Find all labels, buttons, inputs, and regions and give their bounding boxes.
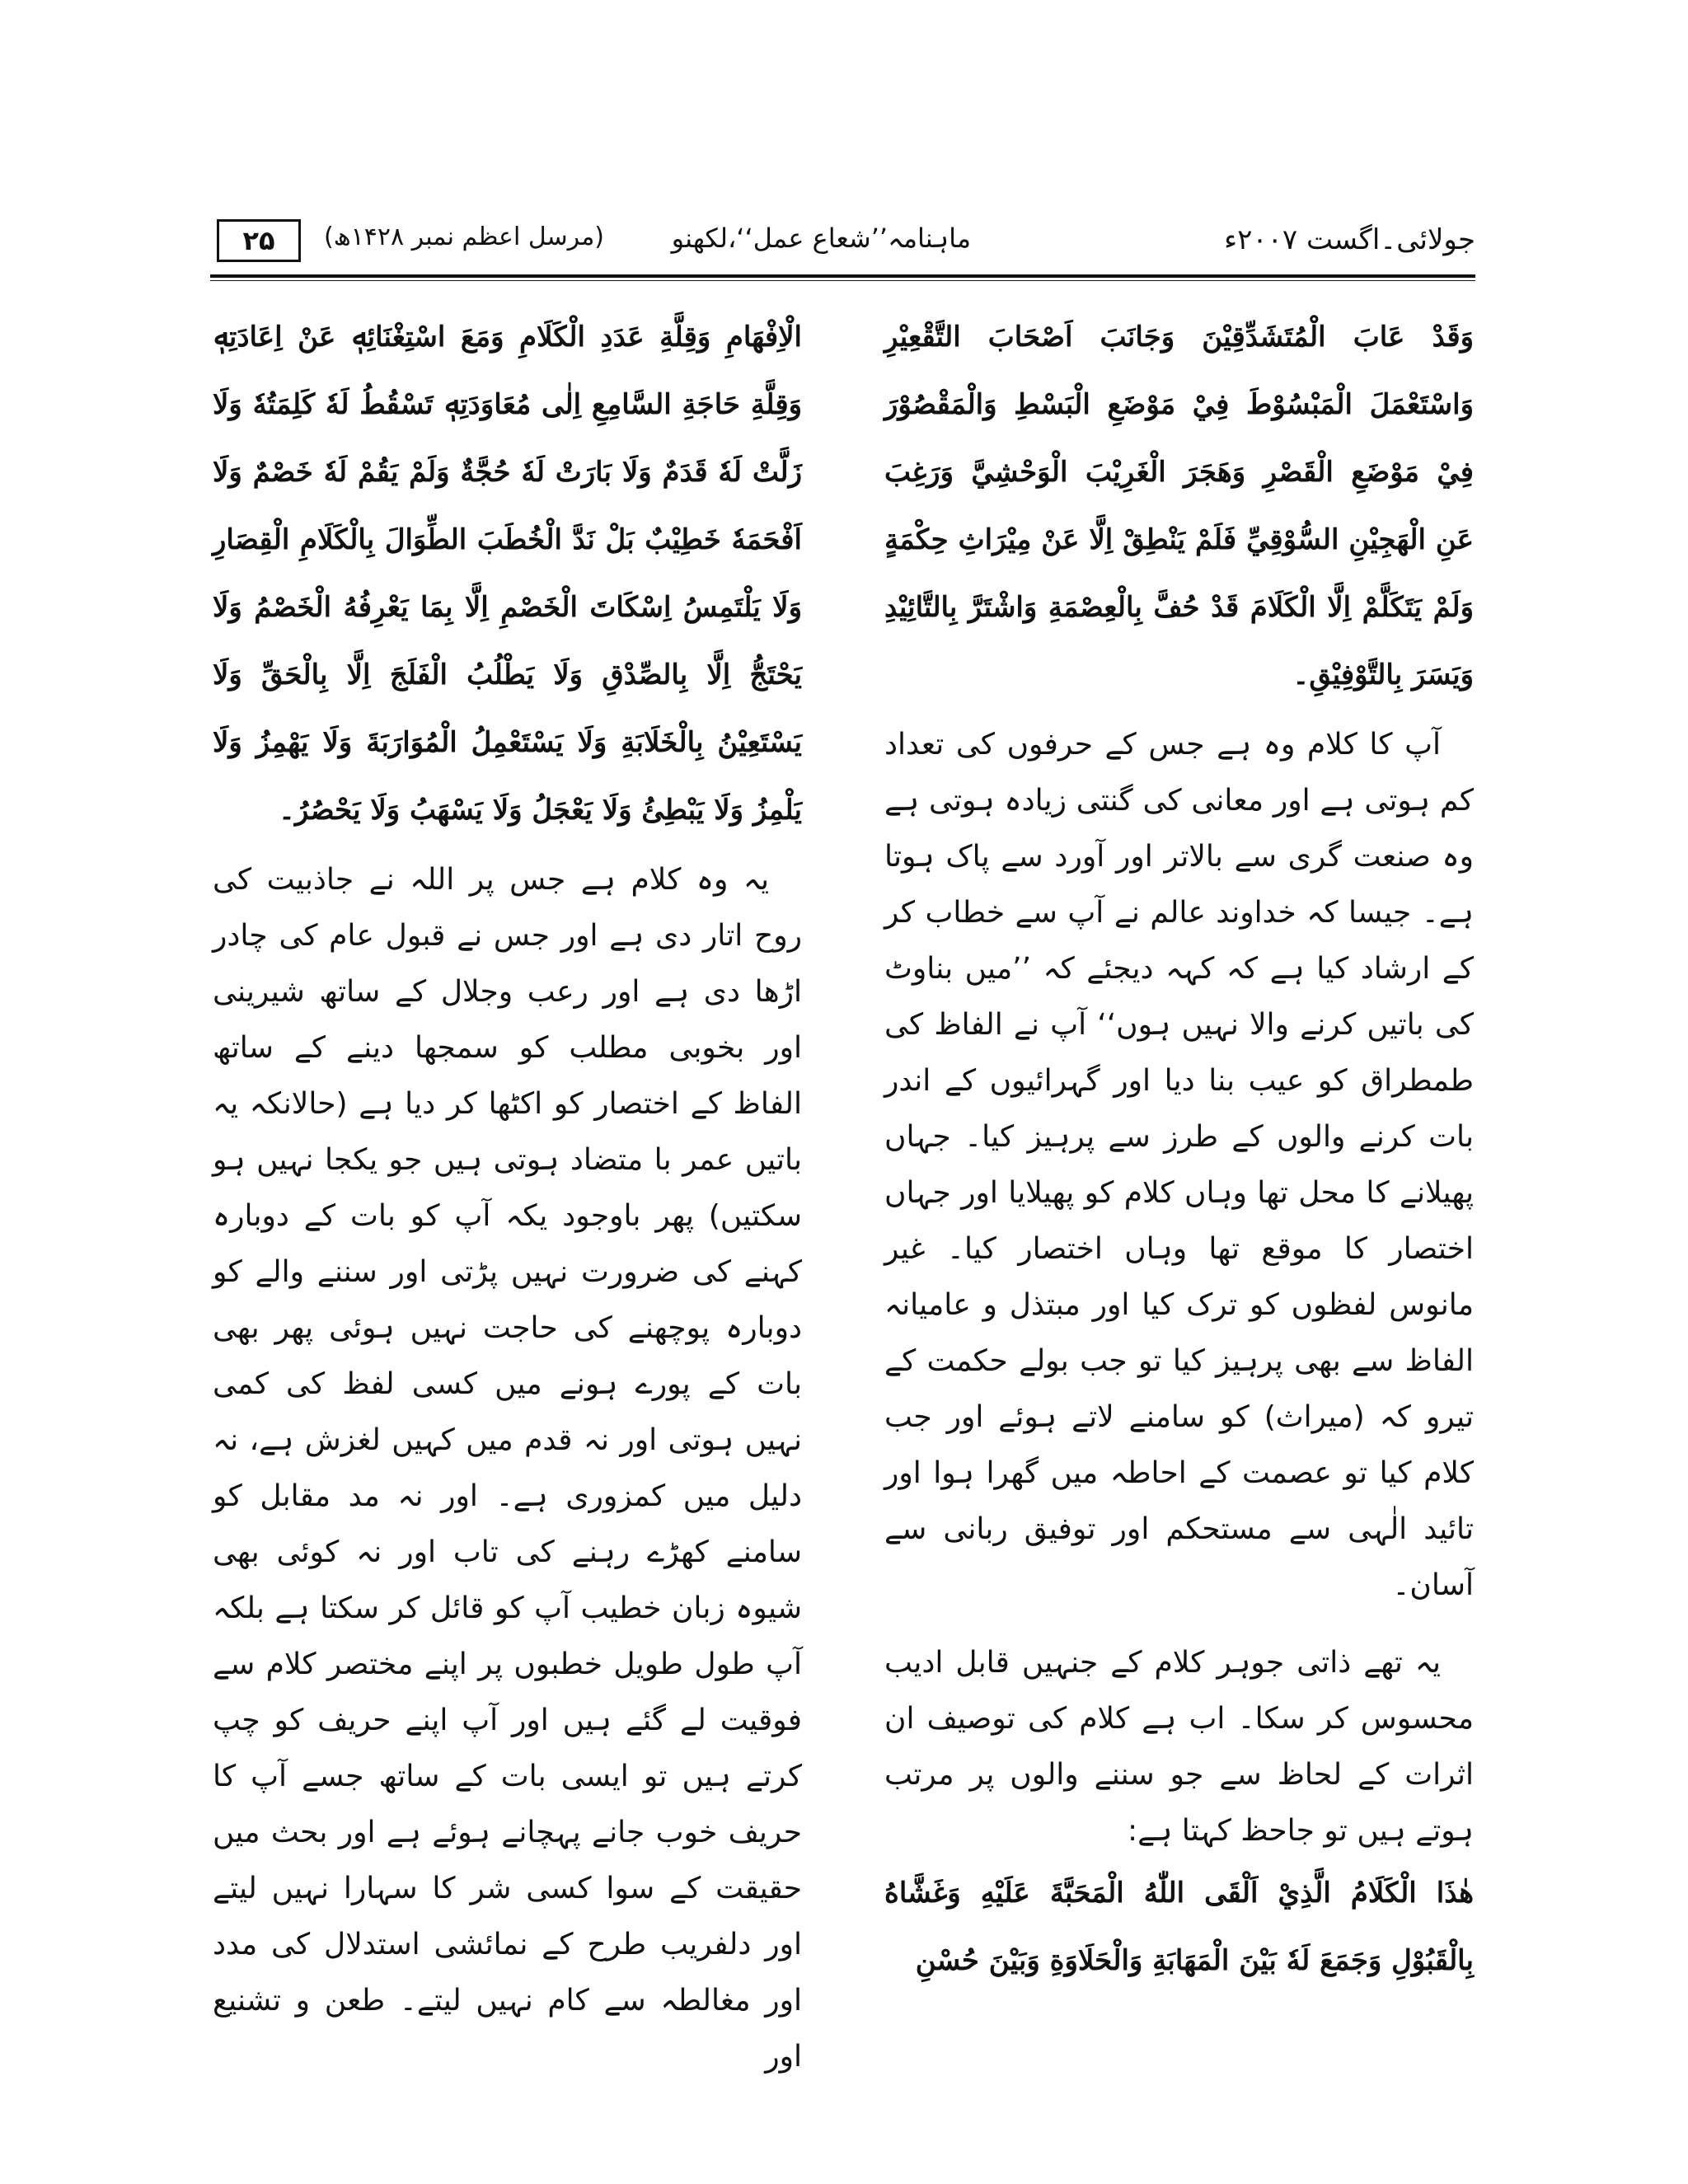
magazine-title: ماہنامہ’’شعاع عمل‘‘،لکھنو [671,223,971,254]
header-rule-thin [210,280,1475,281]
right-column [884,303,1474,1994]
arabic-quote-1: وَقَدْ عَابَ الْمُتَشَدِّقِيْنَ وَجَانَبَ اَصْحَابَ التَّقْعِيْرِ وَاسْتَعْمَلَ الْمَبْسُوْطَ فِيْ مَوْضَعِ الْبَسْطِ وَالْمَقْصُوْرَ فِيْ مَوْضَعِ الْقَصْرِ وَهَجَرَ الْغَرِيْبَ الْوَحْشِيَّ وَرَغِبَ عَنِ الْهَجِيْنِ السُّوْقِيِّ فَلَمْ يَنْطِقْ اِلَّا عَنْ مِيْرَاثِ حِكْمَةٍ وَلَمْ يَتَكَلَّمْ اِلَّا الْكَلَامَ قَدْ حُفَّ بِالْعِصْمَةِ وَاشْتَرَّ بِالتَّائِيْدِ وَيَسَرَ بِالتَّوْفِيْقِ۔ [884,321,1474,691]
arabic-quote-2: هٰذَا الْكَلَامُ الَّذِيْ اَلْقَى اللّٰهُ الْمَحَبَّةَ عَلَيْهِ وَغَشَّاهُ بِالْقَبُوْلِ وَجَمَعَ لَهٗ بَيْنَ الْمَهَابَةِ وَالْحَلَاوَةِ وَبَيْنَ حُسْنِ [884,1877,1475,1977]
left-column [213,303,802,2085]
issue-reference: (مرسل اعظم نمبر ۱۴۲۸ھ) [324,223,605,251]
header-rule [210,274,1475,278]
arabic-quote-continued: الْاِفْهَامِ وَقِلَّةِ عَدَدِ الْكَلَامِ وَمَعَ اسْتِغْنَائِهٖ عَنْ اِعَادَتِهٖ وَقِلَّةِ حَاجَةِ السَّامِعِ اِلٰى مُعَاوَدَتِهٖ تَسْقُطُ لَهٗ كَلِمَتُهٗ وَلَا زَلَّتْ لَهٗ قَدَمٌ وَلَا بَارَتْ لَهٗ حُجَّةٌ وَلَمْ يَقُمْ لَهٗ خَصْمٌ وَلَا اَفْحَمَهٗ خَطِيْبٌ بَلْ نَدَّ الْخُطَبَ الطِّوَالَ بِالْكَلَامِ الْقِصَارِ وَلَا يَلْتَمِسُ اِسْكَاتَ الْخَصْمِ اِلَّا بِمَا يَعْرِفُهُ الْخَصْمُ وَلَا يَحْتَجُّ اِلَّا بِالصِّدْقِ وَلَا يَطْلُبُ الْفَلَجَ اِلَّا بِالْحَقِّ وَلَا يَسْتَعِيْنُ بِالْخَلَابَةِ وَلَا يَسْتَعْمِلُ الْمُوَارَبَةَ وَلَا يَهْمِزُ وَلَا يَلْمِزُ وَلَا يَبْطِئُ وَلَا يَعْجَلُ وَلَا يَسْهَبُ وَلَا يَحْصُرُ۔ [213,321,802,827]
page-header [210,216,1475,269]
issue-date: جولائی۔اگست ۲۰۰۷ء [1224,223,1475,256]
page-number: ۲۵ [217,219,301,262]
body-paragraph: یہ وہ کلام ہے جس پر اللہ نے جاذبیت کی روح اتار دی ہے اور جس نے قبول عام کی چادر اڑھا دی ہے اور رعب وجلال کے ساتھ شیرینی اور بخوبی مطلب کو سمجھا دینے کے ساتھ الفاظ کے اختصار کو اکٹھا کر دیا ہے (حالانکہ یہ باتیں عمر با متضاد ہوتی ہیں جو یکجا نہیں ہو سکتیں) پھر باوجود یکہ آپ کو بات کے دوبارہ کہنے کی ضرورت نہیں پڑتی اور سننے والے کو دوبارہ پوچھنے کی حاجت نہیں ہوئی پھر بھی بات کے پورے ہونے میں کسی لفظ کی کمی نہیں ہوتی اور نہ قدم میں کہیں لغزش ہے، نہ دلیل میں کمزوری ہے۔ اور نہ مد مقابل کو سامنے کھڑے رہنے کی تاب اور نہ کوئی بھی شیوہ زبان خطیب آپ کو قائل کر سکتا ہے بلکہ آپ طول طویل خطبوں پر اپنے مختصر کلام سے فوقیت لے گئے ہیں اور آپ اپنے حریف کو چپ کرتے ہیں تو ایسی بات کے ساتھ جسے آپ کا حریف خوب جانے پہچانے ہوئے ہے اور بحث میں حقیقت کے سوا کسی شر کا سہارا نہیں لیتے اور دلفریب طرح کے نمائشی استدلال کی مدد اور مغالطہ سے کام نہیں لیتے۔ طعن و تشنیع اور [213,863,802,2074]
body-paragraph: آپ کا کلام وہ ہے جس کے حرفوں کی تعداد کم ہوتی ہے اور معانی کی گنتی زیادہ ہوتی ہے وہ صنعت گری سے بالاتر اور آورد سے پاک ہوتا ہے۔ جیسا کہ خداوند عالم نے آپ سے خطاب کر کے ارشاد کیا ہے کہ کہہ دیجئے کہ ’’میں بناوٹ کی باتیں کرنے والا نہیں ہوں‘‘ آپ نے الفاظ کی طمطراق کو عیب بنا دیا اور گہرائیوں کے اندر بات کرنے والوں کے طرز سے پرہیز کیا۔ جہاں پھیلانے کا محل تھا وہاں کلام کو پھیلایا اور جہاں اختصار کا موقع تھا وہاں اختصار کیا۔ غیر مانوس لفظوں کو ترک کیا اور مبتذل و عامیانہ الفاظ سے بھی پرہیز کیا تو جب بولے حکمت کے تیرو کہ (میراث) کو سامنے لاتے ہوئے اور جب کلام کیا تو عصمت کے احاطہ میں گھرا ہوا اور تائید الٰہی سے مستحکم اور توفیق ربانی سے آسان۔ [884,728,1474,1602]
body-paragraph: یہ تھے ذاتی جوہر کلام کے جنہیں قابل ادیب محسوس کر سکا۔ اب ہے کلام کی توصیف ان اثرات کے لحاظ سے جو سننے والوں پر مرتب ہوتے ہیں تو جاحظ کہتا ہے: [884,1646,1474,1848]
